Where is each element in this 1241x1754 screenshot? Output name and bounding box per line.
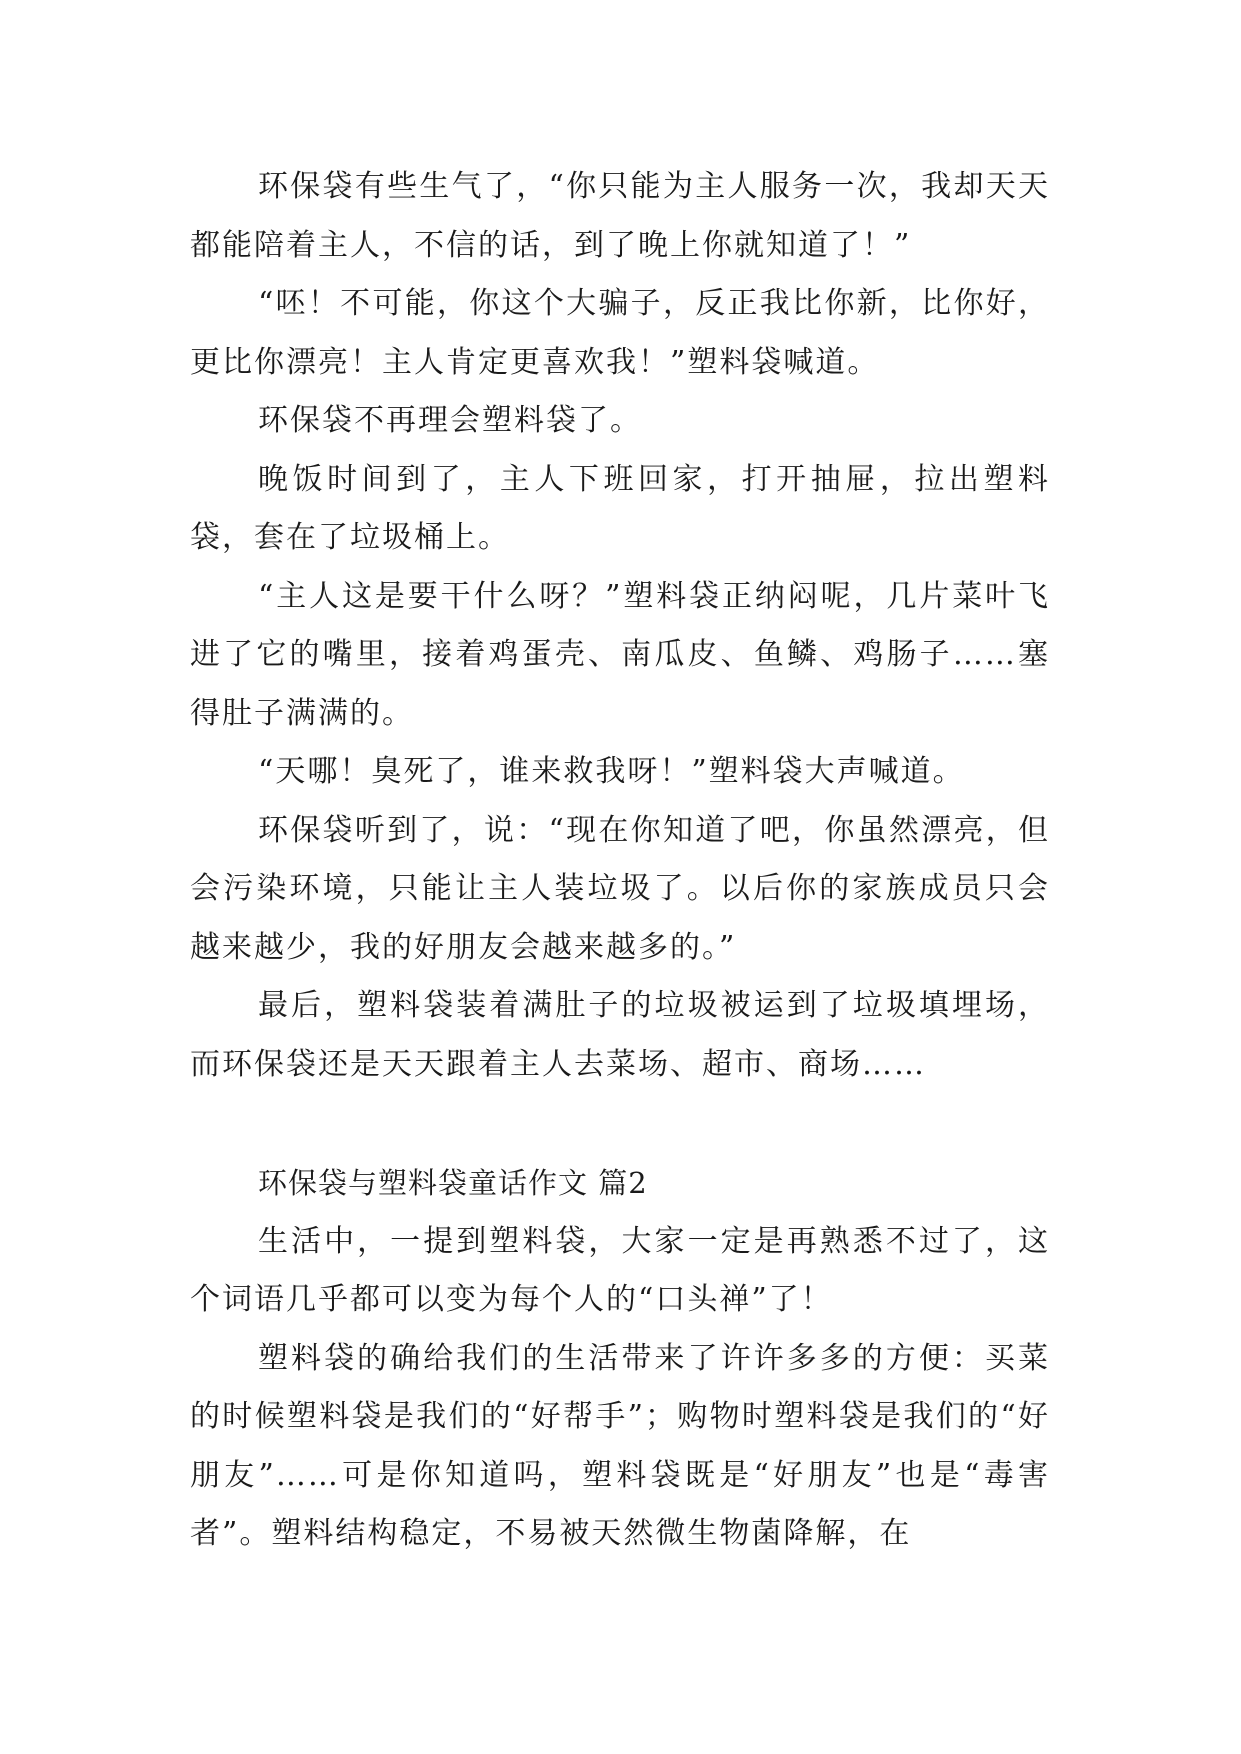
paragraph: 晚饭时间到了，主人下班回家，打开抽屉，拉出塑料袋，套在了垃圾桶上。 — [190, 461, 1050, 555]
section-spacer — [190, 1094, 1050, 1154]
section-heading: 环保袋与塑料袋童话作文 篇2 — [258, 1166, 648, 1200]
paragraph: 生活中，一提到塑料袋，大家一定是再熟悉不过了，这个词语几乎都可以变为每个人的“口头禅”了！ — [190, 1223, 1050, 1317]
paragraph: 最后，塑料袋装着满肚子的垃圾被运到了垃圾填埋场，而环保袋还是天天跟着主人去菜场、超市、商场…… — [190, 988, 1050, 1082]
paragraph: “主人这是要干什么呀？”塑料袋正纳闷呢，几片菜叶飞进了它的嘴里，接着鸡蛋壳、南瓜皮、鱼鳞、鸡肠子……塞得肚子满满的。 — [190, 578, 1050, 731]
paragraph: “呸！不可能，你这个大骗子，反正我比你新，比你好，更比你漂亮！主人肯定更喜欢我！”塑料袋喊道。 — [190, 286, 1050, 380]
paragraph: “天哪！臭死了，谁来救我呀！”塑料袋大声喊道。 — [258, 754, 965, 789]
paragraph: 塑料袋的确给我们的生活带来了许许多多的方便：买菜的时候塑料袋是我们的“好帮手”；购物时塑料袋是我们的“好朋友”……可是你知道吗，塑料袋既是“好朋友”也是“毒害者”。塑料结构稳定，不易被天然微生物菌降解，在 — [190, 1340, 1050, 1551]
paragraph: 环保袋有些生气了，“你只能为主人服务一次，我却天天都能陪着主人，不信的话，到了晚上你就知道了！” — [190, 169, 1050, 263]
paragraph: 环保袋不再理会塑料袋了。 — [258, 403, 642, 438]
document-body — [190, 158, 1050, 1564]
paragraph: 环保袋听到了，说：“现在你知道了吧，你虽然漂亮，但会污染环境，只能让主人装垃圾了。以后你的家族成员只会越来越少，我的好朋友会越来越多的。” — [190, 812, 1050, 965]
